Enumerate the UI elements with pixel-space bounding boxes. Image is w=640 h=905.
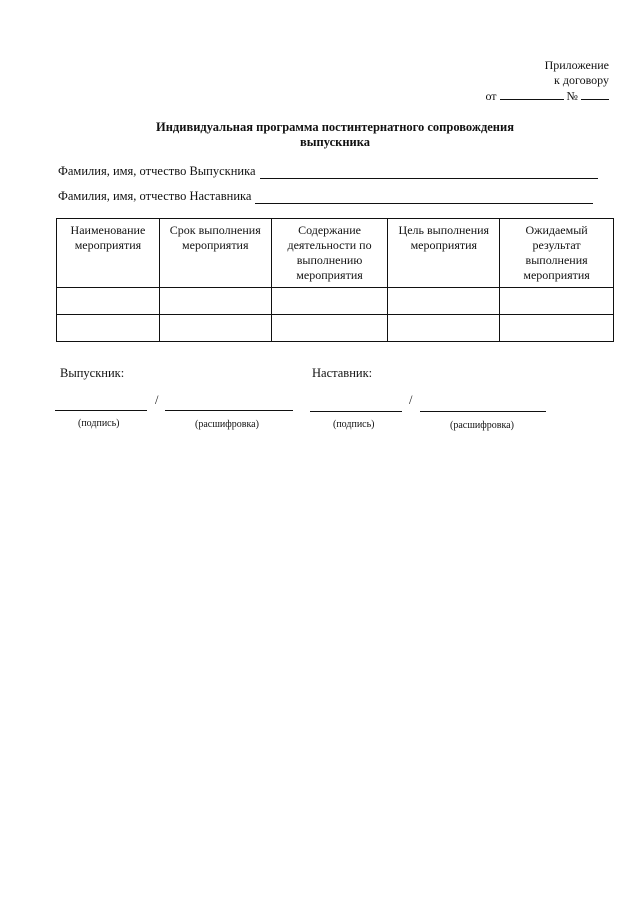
contract-date-number-line [485,88,609,104]
mentor-name-blank[interactable] [255,192,593,204]
table-cell[interactable] [271,315,388,342]
mentor-name-label: Фамилия, имя, отчество Наставника [58,189,252,203]
table-row [57,315,614,342]
table-cell[interactable] [388,288,500,315]
mentor-signature-label: Наставник: [312,366,373,380]
graduate-decoding-line[interactable] [165,409,293,411]
mentor-decoding-caption: (расшифровка) [450,420,514,431]
table-cell[interactable] [57,315,160,342]
title-line-1: Индивидуальная программа постинтернатного сопровождения [156,120,514,134]
graduate-name-blank[interactable] [260,167,598,179]
table-cell[interactable] [388,315,500,342]
header-deadline: Срок выполнения мероприятия [159,219,271,288]
table-header-row [57,219,614,288]
header-event-name: Наименование мероприятия [57,219,160,288]
appendix-block [485,58,609,104]
graduate-signature-label: Выпускник: [60,366,125,380]
graduate-signature-line[interactable] [55,409,147,411]
number-sign: № [566,89,578,103]
mentor-separator: / [409,393,413,407]
header-goal: Цель выполнения мероприятия [388,219,500,288]
table-cell[interactable] [57,288,160,315]
graduate-separator: / [155,393,159,407]
graduate-name-label: Фамилия, имя, отчество Выпускника [58,164,256,178]
program-table [56,218,614,342]
table-cell[interactable] [271,288,388,315]
graduate-name-field [58,164,598,179]
document-title [100,120,570,150]
graduate-signature-caption: (подпись) [78,418,120,429]
date-blank[interactable] [500,88,564,100]
mentor-decoding-line[interactable] [420,410,546,412]
mentor-signature-line[interactable] [310,410,402,412]
table-cell[interactable] [159,288,271,315]
header-activity-content: Содержание деятельности по выполнению мероприятия [271,219,388,288]
title-line-2: выпускника [300,135,370,149]
header-expected-result: Ожидаемый результат выполнения мероприятия [500,219,614,288]
number-blank[interactable] [581,88,609,100]
mentor-name-field [58,189,593,204]
from-label: от [485,89,497,103]
table-cell[interactable] [500,288,614,315]
table-row [57,288,614,315]
table-cell[interactable] [159,315,271,342]
appendix-label: Приложение [544,58,609,72]
graduate-decoding-caption: (расшифровка) [195,419,259,430]
mentor-signature-caption: (подпись) [333,419,375,430]
table-cell[interactable] [500,315,614,342]
contract-reference: к договору [554,73,609,87]
